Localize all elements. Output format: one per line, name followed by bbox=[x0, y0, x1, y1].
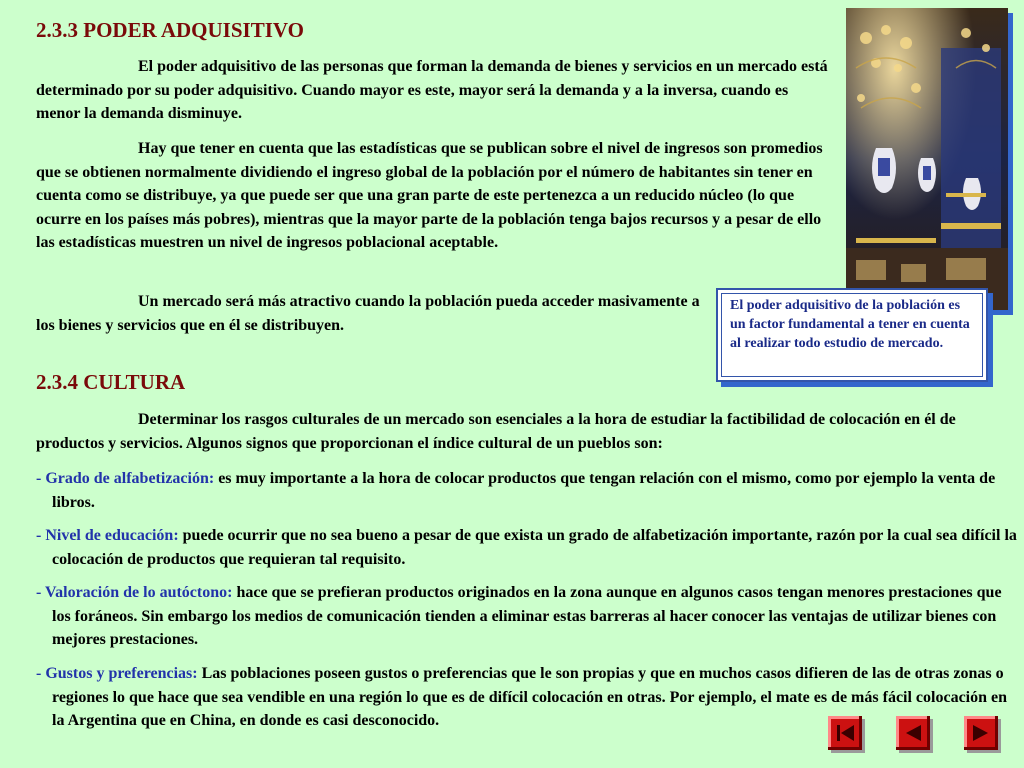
first-slide-icon bbox=[828, 716, 862, 750]
paragraph-cultura-intro: Determinar los rasgos culturales de un mercado son esenciales a la hora de estudiar la factibilidad de colocación en él de productos y servicios. Algunos signos que proporcionan el índice cultural de un pueblos son: bbox=[36, 411, 956, 452]
next-slide-button[interactable] bbox=[964, 716, 998, 750]
section-heading-cultura: 2.3.4 CULTURA bbox=[36, 370, 186, 394]
bullet-alfabetizacion bbox=[36, 467, 1004, 514]
next-slide-icon bbox=[964, 716, 998, 750]
bullet-text: es muy importante a la hora de colocar productos que tengan relación con el mismo, como por ejemplo la venta de libros. bbox=[52, 470, 996, 511]
store-photo bbox=[846, 8, 1008, 310]
bullet-term: Grado de alfabetización: bbox=[45, 470, 215, 487]
callout-text: El poder adquisitivo de la población es un factor fundamental a tener en cuenta al realizar todo estudio de mercado. bbox=[721, 293, 983, 377]
first-slide-button[interactable] bbox=[828, 716, 862, 750]
bullet-dash: - bbox=[36, 527, 46, 544]
paragraph-poder-1: El poder adquisitivo de las personas que forman la demanda de bienes y servicios en un mercado está determinado por su poder adquisitivo. Cuando mayor es este, mayor será la demanda y a la inversa, cuando es menor la demanda disminuye. bbox=[36, 58, 828, 122]
bullet-autoctono bbox=[36, 581, 1012, 652]
paragraph-poder-2: Hay que tener en cuenta que las estadísticas que se publican sobre el nivel de ingresos son promedios que se obtienen normalmente dividiendo el ingreso global de la población por el número de habitantes sin tener en cuenta como se distribuye, ya que puede ser que una gran parte de este pertenezca a un reducido núcleo (lo que ocurre en los países más pobres), mientras que la mayor parte de la población tenga bajos recursos y a pesar de ello las estadísticas muestren un nivel de ingresos poblacional aceptable. bbox=[36, 140, 823, 251]
section-heading-poder-adquisitivo: 2.3.3 PODER ADQUISITIVO bbox=[36, 18, 304, 42]
previous-slide-icon bbox=[896, 716, 930, 750]
bullet-text: Las poblaciones poseen gustos o preferencias que le son propias y que en muchos casos difieren de las de otras zonas o regiones lo que hace que sea vendible en una región lo que es de difícil colocación en otras. Por ejemplo, el mate es de más fácil colocación en la Argentina que en China, en donde es casi desconocido. bbox=[52, 665, 1008, 729]
bullet-text: puede ocurrir que no sea bueno a pesar de que exista un grado de alfabetización importante, razón por la cual sea difícil la colocación de productos que requieran tal requisito. bbox=[52, 527, 1017, 568]
bullet-text: hace que se prefieran productos originados en la zona aunque en algunos casos tengan menores prestaciones que los foráneos. Sin embargo los medios de comunicación tienden a eliminar estas barreras al hacer conocer las ventajas de utilizar bienes con mejores prestaciones. bbox=[52, 584, 1002, 648]
previous-slide-button[interactable] bbox=[896, 716, 930, 750]
bullet-term: Gustos y preferencias: bbox=[45, 665, 198, 682]
bullet-gustos bbox=[36, 662, 1017, 733]
callout-box bbox=[716, 288, 988, 382]
bullet-term: Nivel de educación: bbox=[45, 527, 179, 544]
bullet-dash: - bbox=[36, 665, 46, 682]
bullet-educacion bbox=[36, 524, 1024, 571]
paragraph-poder-3: Un mercado será más atractivo cuando la población pueda acceder masivamente a los bienes y servicios que en él se distribuyen. bbox=[36, 293, 700, 334]
bullet-dash: - bbox=[36, 470, 46, 487]
bullet-dash: - bbox=[36, 584, 46, 601]
bullet-term: Valoración de lo autóctono: bbox=[45, 584, 233, 601]
